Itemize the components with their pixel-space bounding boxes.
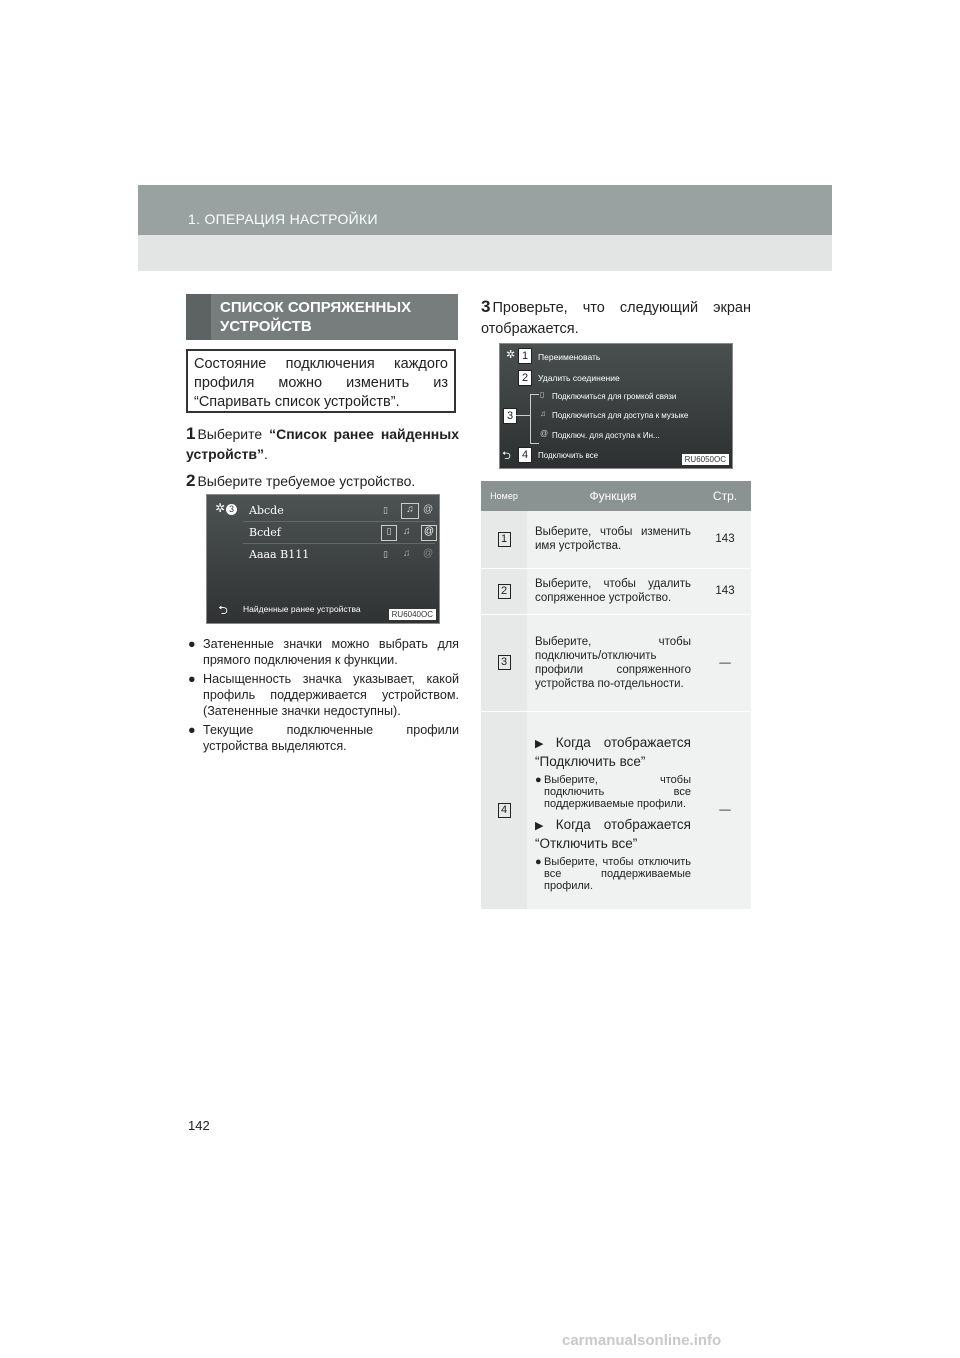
step-1-number: 1 [186,424,196,443]
callout-4: 4 [518,447,532,463]
callout-3: 3 [503,408,517,424]
screenshot-device-options [499,343,733,469]
screenshot-paired-devices [206,494,440,624]
internet-icon[interactable]: @ [423,548,434,559]
bluetooth-settings-icon: ✲ [506,349,516,361]
table-row [481,511,751,568]
menu-item-delete[interactable]: Удалить соединение [538,373,620,383]
row-number-box: 4 [498,803,511,818]
device-name: Aaaa B111 [249,548,310,561]
step-3 [481,296,751,340]
table-row [481,614,751,711]
row-page: 143 [699,511,751,568]
step-1 [186,424,459,464]
column-header-number: Номер [481,481,527,511]
back-button[interactable]: ⮌ [218,603,228,617]
music-icon: ♫ [540,409,546,418]
music-icon[interactable]: ♫ [403,526,411,537]
screen-footer-title: Найденные ранее устройства [243,604,361,614]
back-button[interactable]: ⮌ [502,450,511,462]
row-page: — [699,614,751,711]
device-name: Abcde [249,504,284,517]
menu-item-connect-all[interactable]: Подключить все [538,451,599,460]
image-code: RU6050OC [682,454,729,465]
row-number-box: 2 [498,584,511,599]
step-1-text-after: . [264,446,268,462]
row-number-box: 3 [498,655,511,670]
triangle-right-icon: ▶ [535,820,553,832]
menu-item-connect-internet[interactable]: Подключ. для доступа к Ин... [552,431,660,440]
device-row[interactable] [243,523,435,544]
row-function: Выберите, чтобы удалить сопряженное устройство. [527,568,699,614]
section-title-box [186,294,458,340]
note-item: ● Затененные значки можно выбрать для прямого подключения к функции. [188,637,459,667]
step-1-bold: “Список ранее найденных устройств” [186,426,459,462]
bluetooth-settings-icon: ✲ 3 [215,501,237,515]
callout-3-line [516,415,530,416]
subsection-item: ● Выберите, чтобы отключить все поддерживаемые профили. [535,856,691,892]
phone-icon: ▯ [540,390,545,399]
phone-icon[interactable]: ▯ [383,549,388,559]
device-row[interactable] [243,501,435,522]
music-icon[interactable]: ♫ [403,548,411,559]
menu-item-connect-handsfree[interactable]: Подключиться для громкой связи [552,392,677,401]
column-header-function: Функция [527,481,699,511]
section-title: СПИСОК СОПРЯЖЕННЫХ УСТРОЙСТВ [220,299,412,335]
section-description: Состояние подключения каждого профиля можно изменить из “Спаривать список устройств”. [186,349,456,413]
internet-icon[interactable]: @ [423,504,434,515]
row-page: 143 [699,568,751,614]
row-function: Выберите, чтобы подключить/отключить профили сопряженного устройства по-отдельности. [527,614,699,711]
column-header-page: Стр. [699,481,751,511]
page-number: 142 [188,1118,210,1133]
table-row [481,568,751,614]
internet-icon: @ [540,429,549,438]
callout-1: 1 [518,348,532,364]
note-item: ● Насыщенность значка указывает, какой профиль поддерживается устройством. (Затененные значки недоступны). [188,672,459,718]
notes-list [186,636,459,757]
device-row[interactable] [243,545,435,565]
music-icon[interactable]: ♫ [401,503,419,519]
step-2-number: 2 [186,471,196,490]
image-code: RU6040OC [389,609,436,620]
bracket-line [530,394,539,444]
step-3-text: Проверьте, что следующий экран отображается. [481,300,751,337]
callout-2: 2 [518,370,532,386]
menu-item-connect-music[interactable]: Подключиться для доступа к музыке [552,411,689,420]
function-table [481,481,751,910]
device-name: Bcdef [249,526,281,539]
triangle-right-icon: ▶ [535,738,553,750]
subsection-heading: ▶ Когда отображается “Отключить все” [535,817,691,851]
page-header-bar [138,185,832,235]
header-subbar [138,235,832,271]
internet-icon[interactable]: @ [421,525,437,541]
table-row [481,711,751,909]
phone-icon[interactable]: ▯ [383,505,388,515]
step-1-text: Выберите [197,426,270,442]
menu-item-rename[interactable]: Переименовать [538,352,601,362]
note-item: ● Текущие подключенные профили устройства выделяются. [188,723,459,753]
table-header-row [481,481,751,511]
section-accent [186,294,211,340]
row-number-box: 1 [498,532,511,547]
step-3-number: 3 [481,297,491,316]
step-2 [186,471,459,491]
row-page: — [699,711,751,909]
step-2-text: Выберите требуемое устройство. [197,473,416,489]
phone-icon[interactable]: ▯ [381,525,397,541]
subsection-item: ● Выберите, чтобы подключить все поддерживаемые профили. [535,774,691,810]
watermark: carmanualsonline.info [562,1332,722,1349]
header-title: 1. ОПЕРАЦИЯ НАСТРОЙКИ [188,211,378,227]
row-function: Выберите, чтобы изменить имя устройства. [527,511,699,568]
subsection-heading: ▶ Когда отображается “Подключить все” [535,735,691,769]
